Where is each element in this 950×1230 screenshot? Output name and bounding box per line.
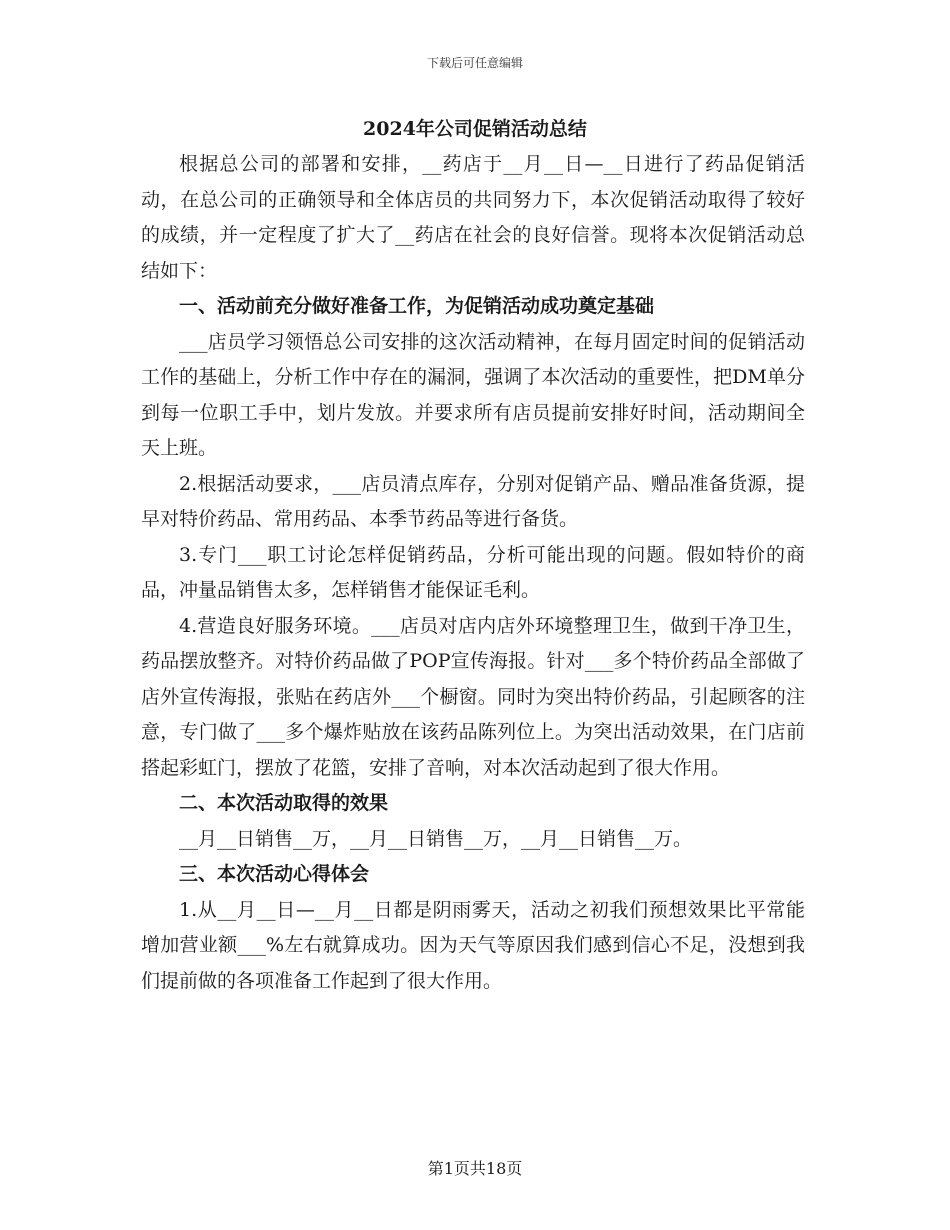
section-heading-1: 一、活动前充分做好准备工作，为促销活动成功奠定基础 bbox=[179, 295, 655, 317]
document-title: 2024年公司促销活动总结 bbox=[363, 118, 587, 140]
body-paragraph: 1.从__月__日—__月__日都是阴雨雾天，活动之初我们预想效果比平常能增加营业额___%左右就算成功。因为天气等原因我们感到信心不足，没想到我们提前做的各项准备工作起到了很大作用。 bbox=[141, 898, 805, 992]
body-paragraph: 4.营造良好服务环境。___店员对店内店外环境整理卫生，做到干净卫生，药品摆放整齐。对特价药品做了POP宣传海报。针对___多个特价药品全部做了店外宣传海报，张贴在药店外___个橱窗。同时为突出特价药品，引起顾客的注意，专门做了___多个爆炸贴放在该药品陈列位上。为突出活动效果，在门店前搭起彩虹门，摆放了花篮，安排了音响，对本次活动起到了很大作用。 bbox=[141, 614, 805, 779]
intro-paragraph: 根据总公司的部署和安排，__药店于__月__日—__日进行了药品促销活动，在总公司的正确领导和全体店员的共同努力下，本次促销活动取得了较好的成绩，并一定程度了扩大了__药店在社会的良好信誉。现将本次促销活动总结如下： bbox=[141, 153, 805, 282]
document-body bbox=[141, 147, 805, 999]
body-paragraph: ___店员学习领悟总公司安排的这次活动精神，在每月固定时间的促销活动工作的基础上，分析工作中存在的漏洞，强调了本次活动的重要性，把DM单分到每一位职工手中，划片发放。并要求所有店员提前安排好时间，活动期间全天上班。 bbox=[141, 330, 805, 459]
body-paragraph: 2.根据活动要求，___店员清点库存，分别对促销产品、赠品准备货源，提早对特价药品、常用药品、本季节药品等进行备货。 bbox=[141, 472, 805, 530]
section-heading-2: 二、本次活动取得的效果 bbox=[179, 792, 389, 814]
body-paragraph: 3.专门___职工讨论怎样促销药品，分析可能出现的问题。假如特价的商品，冲量品销售太多，怎样销售才能保证毛利。 bbox=[141, 543, 805, 601]
section-heading-3: 三、本次活动心得体会 bbox=[179, 863, 370, 885]
body-paragraph: __月__日销售__万，__月__日销售__万，__月__日销售__万。 bbox=[179, 827, 693, 850]
page-footer: 第1页共18页 bbox=[427, 1159, 523, 1178]
page-header: 下载后可任意编辑 bbox=[426, 56, 523, 70]
